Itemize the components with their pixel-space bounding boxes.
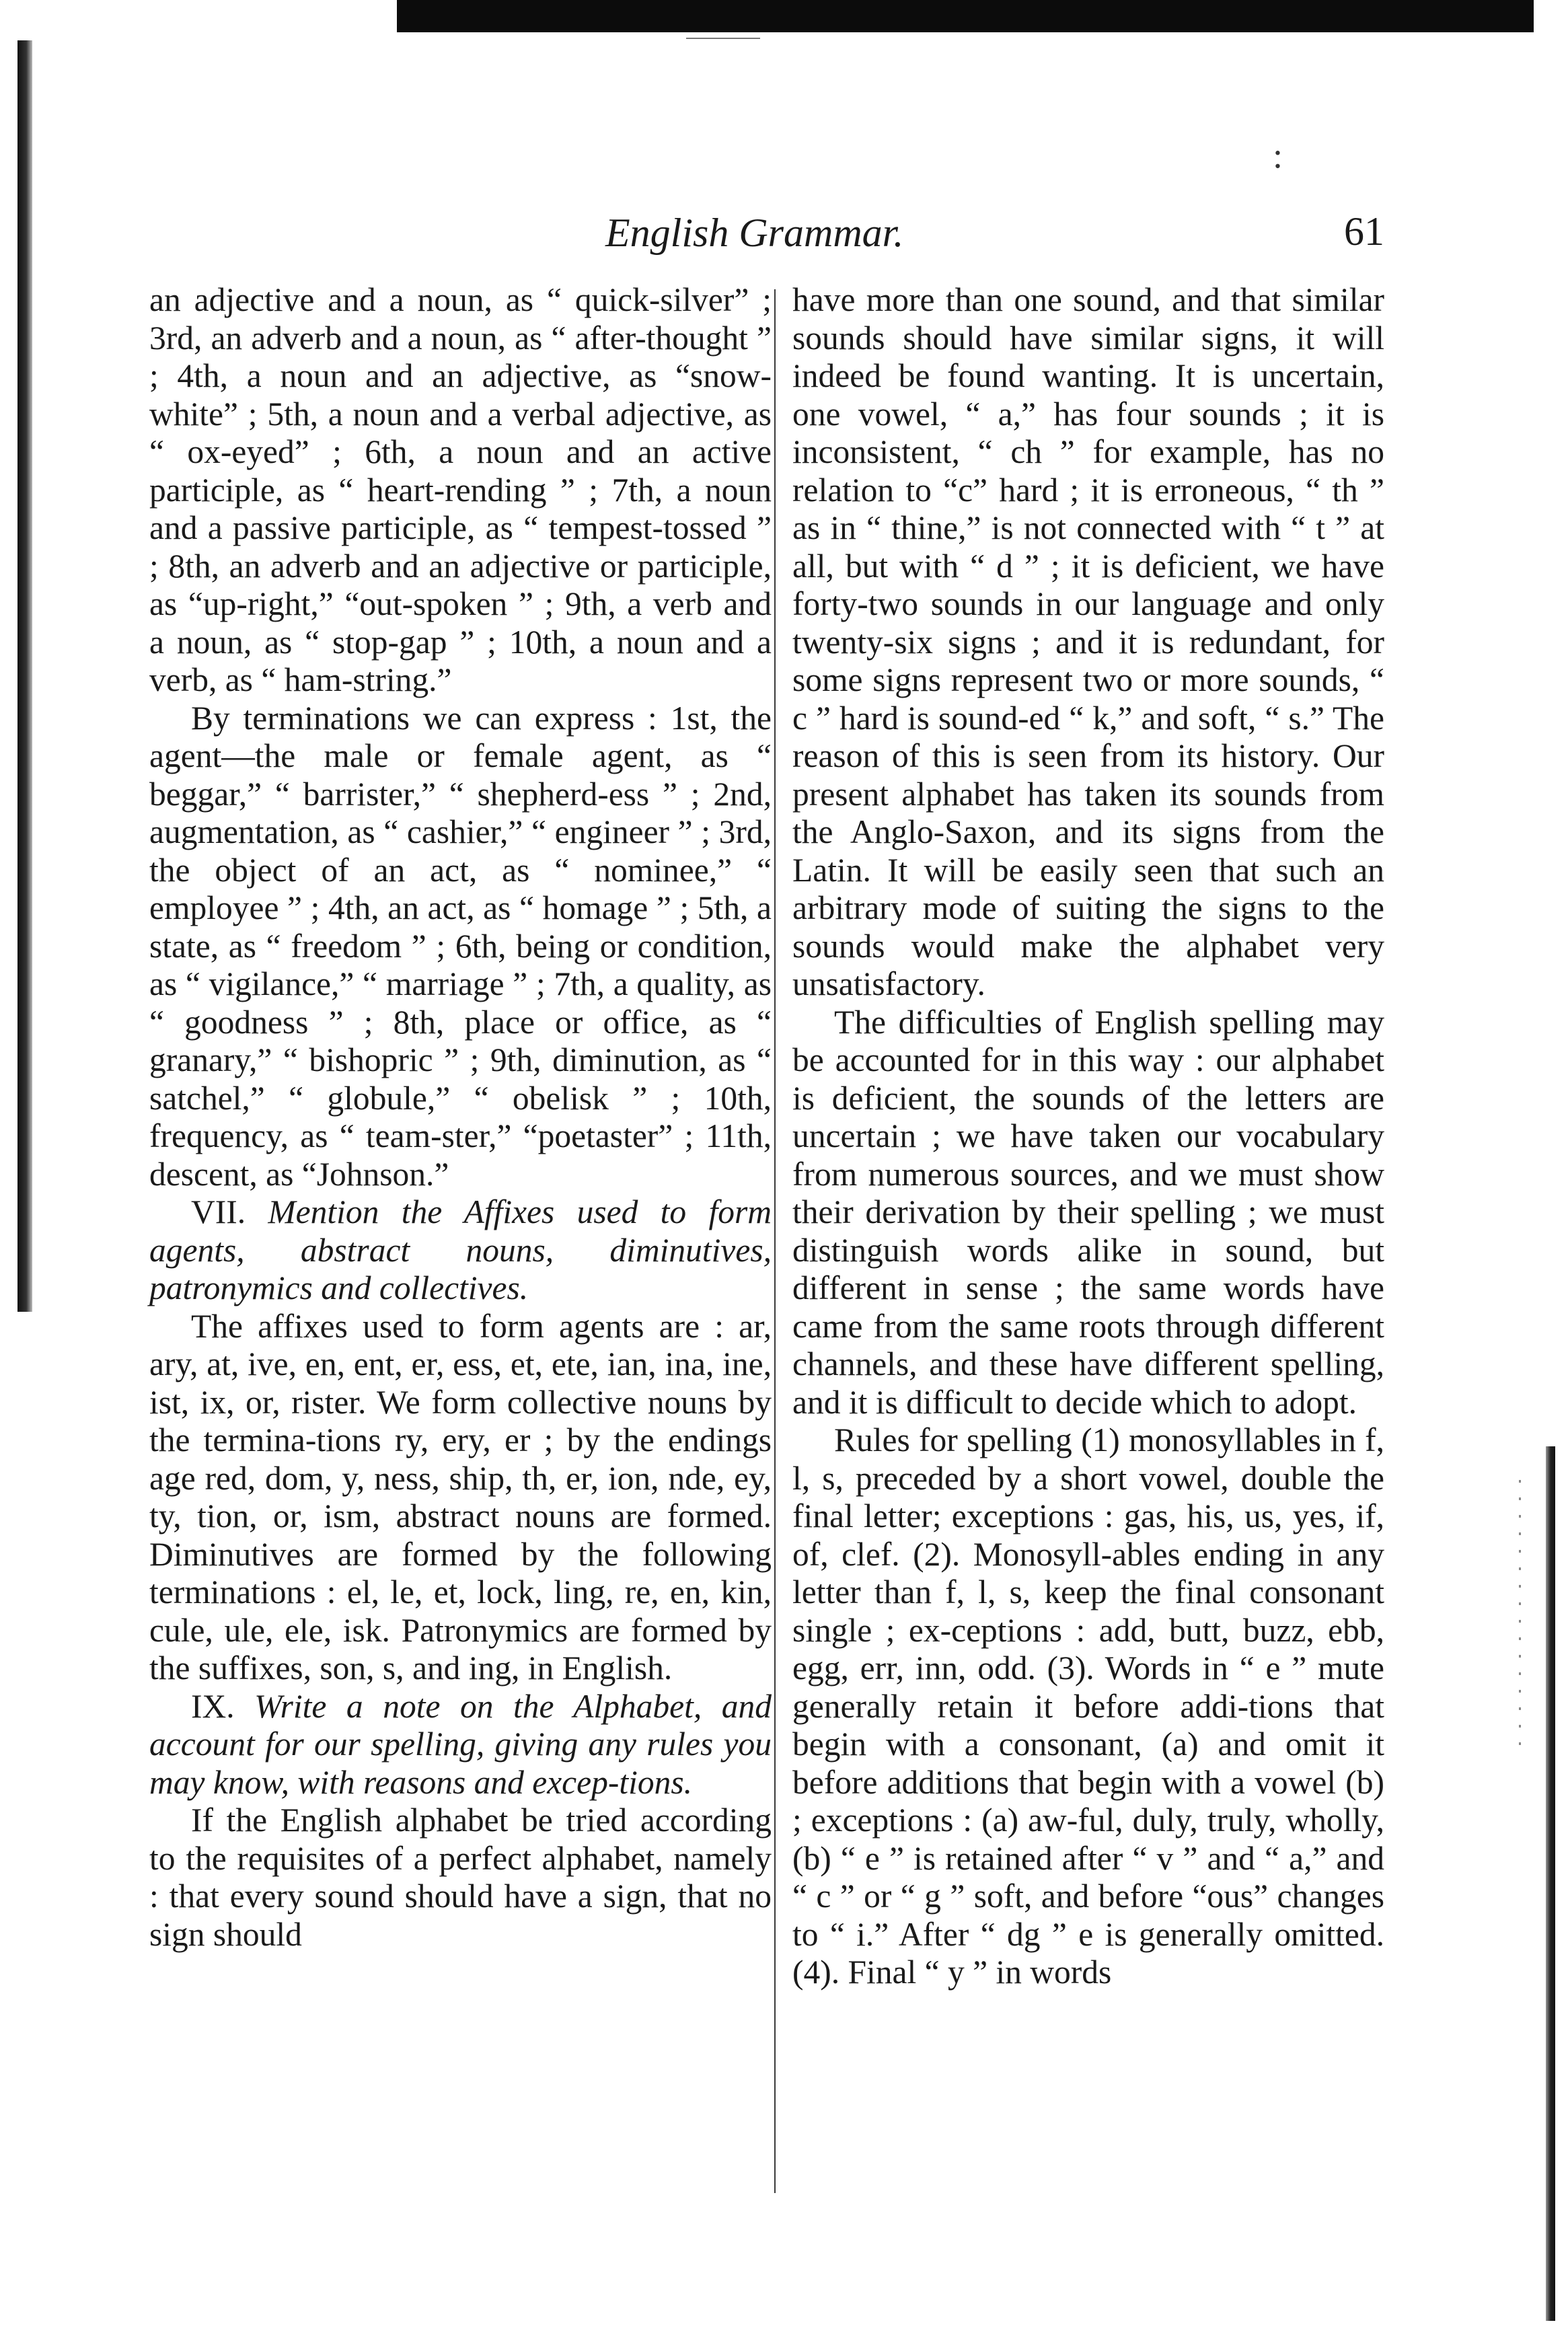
margin-mark: : bbox=[1273, 135, 1283, 176]
scan-margin-dots bbox=[1519, 1480, 1521, 1749]
right-paragraph-spelling-rules: Rules for spelling (1) monosyllables in f, l, s, preceded by a short vowel, double the final letter; exceptions : gas, his, us, yes, if, of, clef. (2). Monosyll-ables ending in any letter than f, l, s, keep the final consonant single ; ex-ceptions : add, butt, buzz, ebb, egg, err, inn, odd. (3). Words in “ e ” mute generally retain it before addi-tions that begin with a consonant, (a) and omit it before additions that begin with a vowel (b) ; exceptions : (a) aw-ful, duly, truly, wholly, (b) “ e ” is retained after “ v ” and “ a,” and “ c ” or “ g ” soft, and before “ous” changes to “ i.” After “ dg ” e is generally omitted. (4). Final “ y ” in words bbox=[792, 1421, 1384, 1991]
running-head bbox=[0, 202, 1568, 262]
left-paragraph-affixes: The affixes used to form agents are : ar, ary, at, ive, en, ent, er, ess, et, ete, ian, ina, ine, ist, ix, or, rister. We form collective nouns by the termina-tions ry, ery, er ; by the endings age red, dom, y, ness, ship, th, er, ion, nde, ey, ty, tion, or, ism, abstract nouns are formed. Diminutives are formed by the following terminations : el, le, et, lock, ling, re, en, kin, cule, ule, ele, isk. Patronymics are formed by the suffixes, son, s, and ing, in English. bbox=[149, 1307, 772, 1687]
running-title: English Grammar. bbox=[605, 211, 904, 255]
scan-top-rule bbox=[397, 0, 1534, 32]
question-ix-number: IX. bbox=[191, 1687, 235, 1725]
left-paragraph-compounds: an adjective and a noun, as “ quick-silver” ; 3rd, an adverb and a noun, as “ after-thought ” ; 4th, a noun and an adjective, as “snow-white” ; 5th, a noun and a verbal adjective, as “ ox-eyed” ; 6th, a noun and an active participle, as “ heart-rending ” ; 7th, a noun and a passive participle, as “ tempest-tossed ” ; 8th, an adverb and an adjective or participle, as “up-right,” “out-spoken ” ; 9th, a verb and a noun, as “ stop-gap ” ; 10th, a noun and a verb, as “ ham-string.” bbox=[149, 281, 772, 698]
question-vii bbox=[149, 1193, 772, 1308]
right-paragraph-difficulties: The difficulties of English spelling may be accounted for in this way : our alphabet is deficient, the sounds of the letters are uncertain ; we have taken our vocabulary from numerous sources, and we must show their derivation by their spelling ; we must distinguish words alike in sound, but different in sense ; the same words have came from the same roots through different channels, and these have different spelling, and it is difficult to decide which to adopt. bbox=[792, 1003, 1384, 1421]
page-number: 61 bbox=[1344, 209, 1384, 254]
question-ix bbox=[149, 1688, 772, 1802]
question-vii-number: VII. bbox=[191, 1193, 246, 1230]
question-ix-text: Write a note on the Alphabet, and account for our spelling, giving any rules you may know, with reasons and excep-tions. bbox=[149, 1687, 772, 1801]
left-paragraph-terminations: By terminations we can express : 1st, the agent—the male or female agent, as “ beggar,” “ barrister,” “ shepherd-ess ” ; 2nd, augmentation, as “ cashier,” “ engineer ” ; 3rd, the object of an act, as “ nominee,” “ employee ” ; 4th, an act, as “ homage ” ; 5th, a state, as “ freedom ” ; 6th, being or condition, as “ vigilance,” “ marriage ” ; 7th, a quality, as “ goodness ” ; 8th, place or office, as “ granary,” “ bishopric ” ; 9th, diminution, as “ satchel,” “ globule,” “ obelisk ” ; 10th, frequency, as “ team-ster,” “poetaster” ; 11th, descent, as “Johnson.” bbox=[149, 699, 772, 1193]
right-paragraph-alphabet-cont: have more than one sound, and that similar sounds should have similar signs, it will indeed be found wanting. It is uncertain, one vowel, “ a,” has four sounds ; it is inconsistent, “ ch ” for example, has no relation to “c” hard ; it is erroneous, “ th ” as in “ thine,” is not connected with “ t ” at all, but with “ d ” ; it is deficient, we have forty-two sounds in our language and only twenty-six signs ; and it is redundant, for some signs represent two or more sounds, “ c ” hard is sound-ed “ k,” and soft, “ s.” The reason of this is seen from its history. Our present alphabet has taken its sounds from the Anglo-Saxon, and its signs from the Latin. It will be easily seen that such an arbitrary mode of suiting the signs to the sounds would make the alphabet very unsatisfactory. bbox=[792, 281, 1384, 1002]
column-divider bbox=[774, 289, 776, 2193]
left-column bbox=[149, 281, 772, 1954]
question-vii-text: Mention the Affixes used to form agents, abstract nouns, diminutives, patronymics and collectives. bbox=[149, 1193, 772, 1306]
scan-right-binding-edge bbox=[1546, 1446, 1555, 2321]
right-column bbox=[792, 281, 1384, 1992]
left-paragraph-alphabet: If the English alphabet be tried according to the requisites of a perfect alphabet, namely : that every sound should have a sign, that no sign should bbox=[149, 1802, 772, 1953]
scan-thin-rule bbox=[686, 38, 760, 39]
